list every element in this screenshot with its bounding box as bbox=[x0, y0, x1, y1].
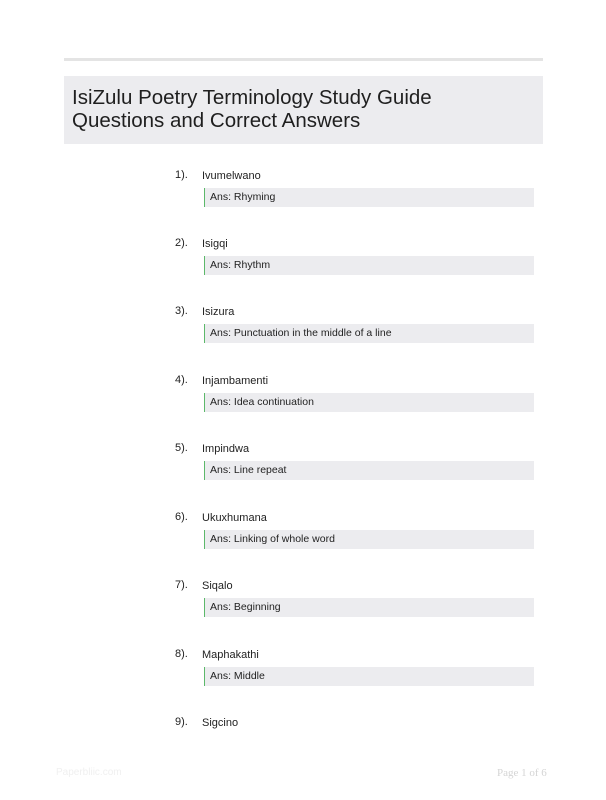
question-term: Isigqi bbox=[202, 238, 228, 250]
question-number: 2). bbox=[175, 237, 188, 249]
question-item-6 bbox=[0, 510, 606, 570]
answer-box: Ans: Rhythm bbox=[204, 256, 534, 275]
question-term: Ivumelwano bbox=[202, 170, 261, 182]
answer-box: Ans: Middle bbox=[204, 667, 534, 686]
document-subtitle: Questions and Correct Answers bbox=[72, 109, 361, 132]
question-number: 9). bbox=[175, 716, 188, 728]
footer-watermark: Paperbliic.com bbox=[56, 767, 122, 778]
question-number: 6). bbox=[175, 511, 188, 523]
question-number: 7). bbox=[175, 579, 188, 591]
document-title: IsiZulu Poetry Terminology Study Guide bbox=[72, 86, 432, 109]
answer-box: Ans: Rhyming bbox=[204, 188, 534, 207]
question-item-2 bbox=[0, 236, 606, 296]
question-item-1 bbox=[0, 168, 606, 228]
page-indicator: Page 1 of 6 bbox=[497, 767, 547, 779]
question-term: Ukuxhumana bbox=[202, 512, 267, 524]
question-item-7 bbox=[0, 578, 606, 638]
question-item-3 bbox=[0, 304, 606, 364]
question-item-5 bbox=[0, 441, 606, 501]
question-item-8 bbox=[0, 647, 606, 707]
question-number: 8). bbox=[175, 648, 188, 660]
question-term: Sigcino bbox=[202, 717, 239, 729]
question-term: Maphakathi bbox=[202, 649, 259, 661]
answer-box: Ans: Line repeat bbox=[204, 461, 534, 480]
question-number: 3). bbox=[175, 305, 188, 317]
answer-box: Ans: Beginning bbox=[204, 598, 534, 617]
answer-box: Ans: Linking of whole word bbox=[204, 530, 534, 549]
question-term: Siqalo bbox=[202, 580, 233, 592]
question-term: Injambamenti bbox=[202, 375, 269, 387]
answer-box: Ans: Punctuation in the middle of a line bbox=[204, 324, 534, 343]
question-item-9 bbox=[0, 715, 606, 775]
question-term: Isizura bbox=[202, 306, 235, 318]
question-number: 1). bbox=[175, 169, 188, 181]
question-number: 5). bbox=[175, 442, 188, 454]
answer-box: Ans: Idea continuation bbox=[204, 393, 534, 412]
question-term: Impindwa bbox=[202, 443, 250, 455]
question-number: 4). bbox=[175, 374, 188, 386]
question-item-4 bbox=[0, 373, 606, 433]
